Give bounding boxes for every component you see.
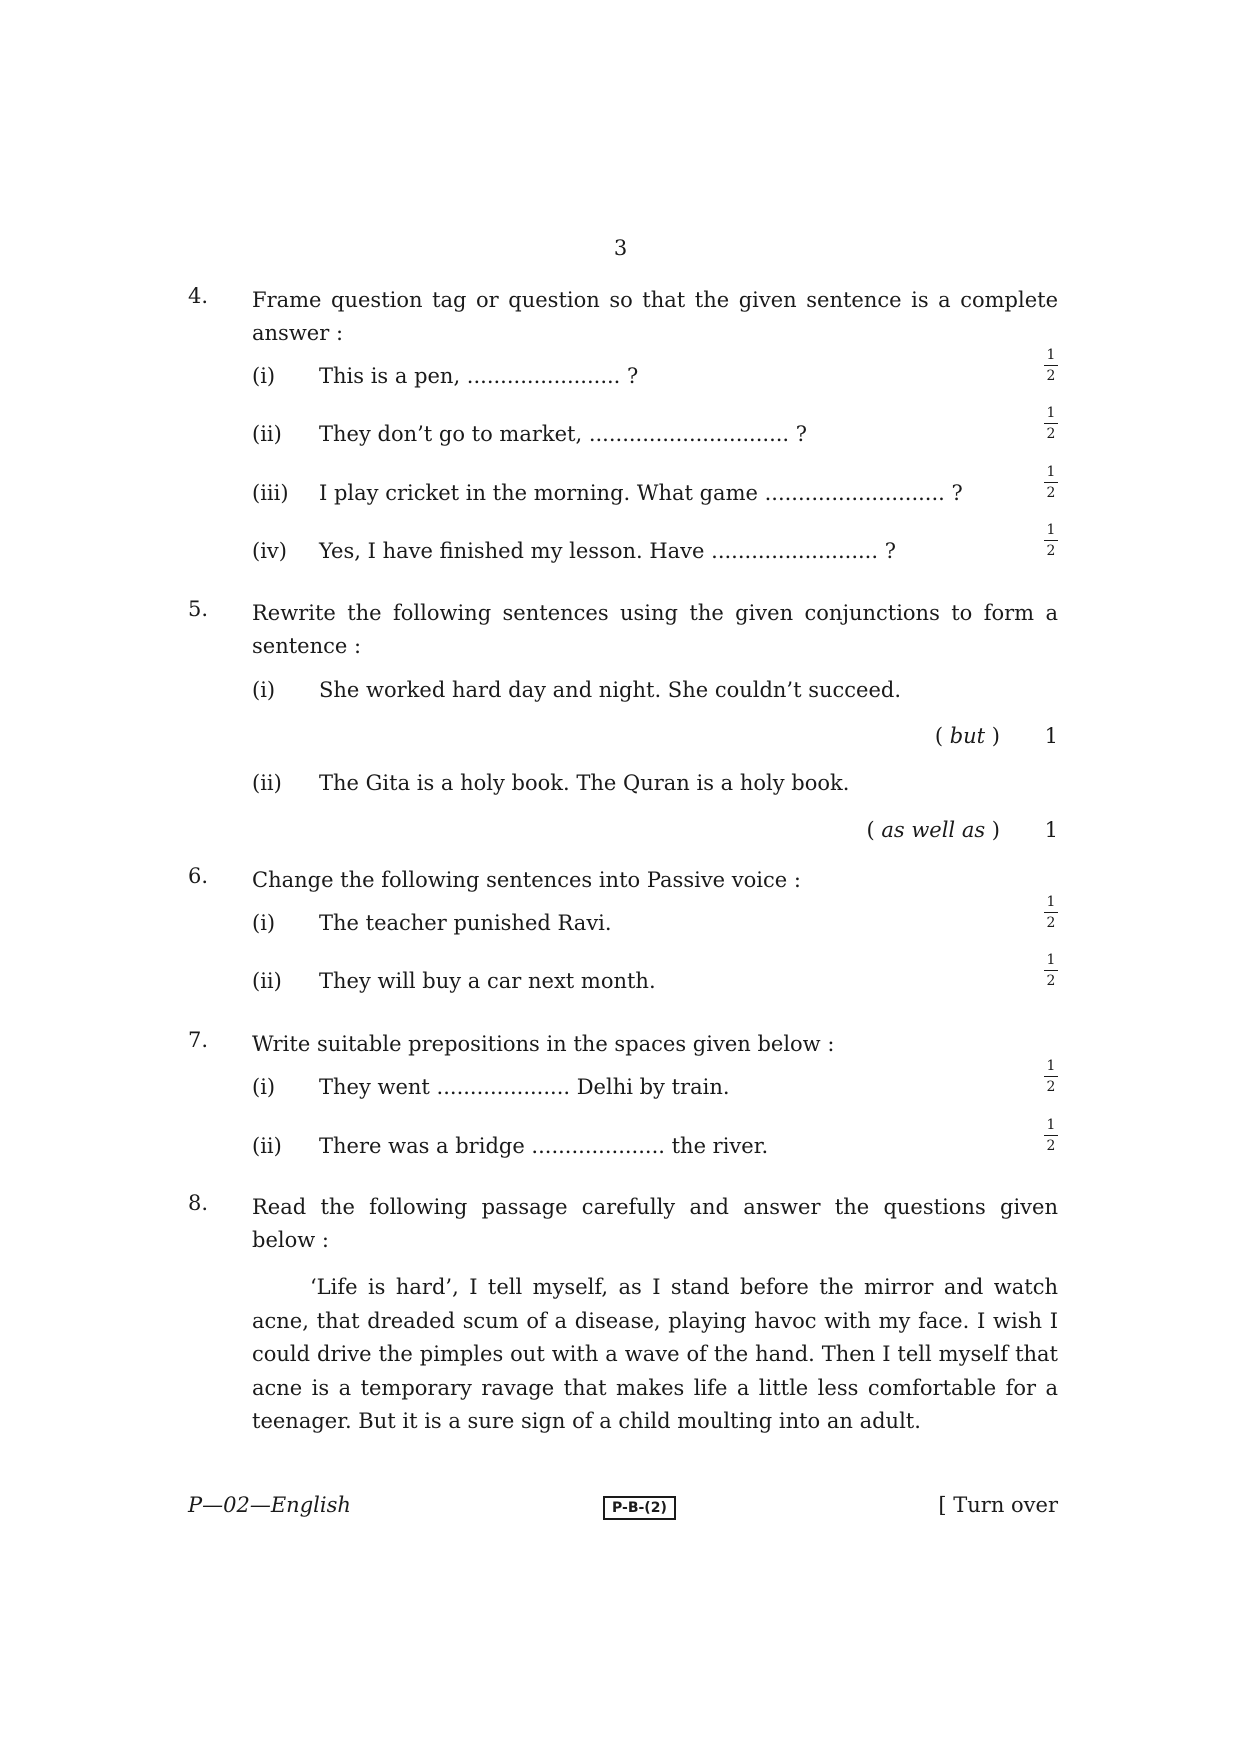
item-label: (i) bbox=[252, 1075, 276, 1099]
mark-denominator: 2 bbox=[1046, 543, 1056, 559]
mark-numerator: 1 bbox=[1044, 522, 1058, 541]
question-item bbox=[188, 522, 1058, 573]
mark-denominator: 2 bbox=[1046, 368, 1056, 384]
question-number: 7. bbox=[188, 1028, 209, 1052]
mark-numerator: 1 bbox=[1044, 952, 1058, 971]
item-text: She worked hard day and night. She couldn’t succeed. bbox=[319, 678, 902, 702]
question-prompt: Write suitable prepositions in the spaces given below : bbox=[252, 1032, 835, 1056]
conjunction-word: as well as bbox=[881, 818, 986, 842]
item-label: (ii) bbox=[252, 422, 282, 446]
mark-numerator: 1 bbox=[1044, 405, 1058, 424]
question-prompt: Change the following sentences into Passive voice : bbox=[252, 868, 801, 892]
mark-fraction bbox=[1044, 952, 1058, 989]
item-label: (i) bbox=[252, 911, 276, 935]
mark-fraction bbox=[1044, 347, 1058, 384]
page-number: 3 bbox=[613, 236, 628, 260]
mark-fraction bbox=[1044, 405, 1058, 442]
mark-numerator: 1 bbox=[1044, 464, 1058, 483]
item-label: (ii) bbox=[252, 1134, 282, 1158]
mark-numerator: 1 bbox=[1044, 1058, 1058, 1077]
mark-fraction bbox=[1044, 464, 1058, 501]
mark-fraction bbox=[1044, 894, 1058, 931]
turn-over-label: [ Turn over bbox=[938, 1493, 1058, 1517]
item-text: I play cricket in the morning. What game ........................... ? bbox=[319, 481, 963, 505]
question-number: 5. bbox=[188, 597, 209, 621]
item-mark: 1 bbox=[1044, 818, 1058, 842]
mark-numerator: 1 bbox=[1044, 894, 1058, 913]
item-text: The teacher punished Ravi. bbox=[319, 911, 612, 935]
item-label: (i) bbox=[252, 678, 276, 702]
mark-denominator: 2 bbox=[1046, 485, 1056, 501]
item-text: They will buy a car next month. bbox=[319, 969, 656, 993]
mark-fraction bbox=[1044, 1117, 1058, 1154]
mark-denominator: 2 bbox=[1046, 915, 1056, 931]
mark-fraction bbox=[1044, 522, 1058, 559]
reading-passage: ‘Life is hard’, I tell myself, as I stand before the mirror and watch acne, that dreaded scum of a disease, playing havoc with my face. I wish I could drive the pimples out with a wave of the hand. Then I tell myself that acne is a temporary ravage that makes life a little less comfortable for a teenager. But it is a sure sign of a child moulting into an adult. bbox=[252, 1275, 1058, 1434]
mark-fraction bbox=[1044, 1058, 1058, 1095]
item-mark: 1 bbox=[1044, 724, 1058, 748]
question-item bbox=[188, 894, 1058, 945]
conjunction-word: but bbox=[949, 724, 986, 748]
item-text: They went .................... Delhi by train. bbox=[319, 1075, 730, 1099]
footer-box-code: P-B-(2) bbox=[603, 1496, 676, 1520]
mark-denominator: 2 bbox=[1046, 1079, 1056, 1095]
item-text: There was a bridge .................... the river. bbox=[319, 1134, 769, 1158]
question-prompt: Read the following passage carefully and answer the questions given below : bbox=[252, 1195, 1058, 1252]
item-label: (ii) bbox=[252, 771, 282, 795]
question-number: 6. bbox=[188, 864, 209, 888]
footer-paper-code: P—02—English bbox=[188, 1493, 351, 1517]
item-label: (iv) bbox=[252, 539, 287, 563]
question-item bbox=[188, 1058, 1058, 1109]
question-item bbox=[188, 952, 1058, 1003]
mark-denominator: 2 bbox=[1046, 973, 1056, 989]
question-number: 4. bbox=[188, 284, 209, 308]
question-item bbox=[188, 464, 1058, 515]
mark-denominator: 2 bbox=[1046, 1138, 1056, 1154]
item-label: (i) bbox=[252, 364, 276, 388]
question-item bbox=[188, 1117, 1058, 1168]
conjunction-cue: ( as well as ) bbox=[866, 818, 1000, 842]
item-text: Yes, I have finished my lesson. Have ......................... ? bbox=[319, 539, 896, 563]
question-item bbox=[188, 405, 1058, 456]
item-text: They don’t go to market, .............................. ? bbox=[319, 422, 808, 446]
question-prompt: Rewrite the following sentences using the given conjunctions to form a sentence : bbox=[252, 601, 1058, 658]
question-item bbox=[188, 771, 1058, 805]
question-item bbox=[188, 678, 1058, 712]
conjunction-cue-row bbox=[188, 724, 1058, 758]
item-text: The Gita is a holy book. The Quran is a holy book. bbox=[319, 771, 850, 795]
conjunction-cue-row bbox=[188, 818, 1058, 852]
question-number: 8. bbox=[188, 1191, 209, 1215]
item-label: (ii) bbox=[252, 969, 282, 993]
mark-numerator: 1 bbox=[1044, 347, 1058, 366]
item-text: This is a pen, ....................... ? bbox=[319, 364, 639, 388]
question-item bbox=[188, 347, 1058, 398]
conjunction-cue: ( but ) bbox=[934, 724, 1000, 748]
mark-numerator: 1 bbox=[1044, 1117, 1058, 1136]
question-prompt: Frame question tag or question so that the given sentence is a complete answer : bbox=[252, 288, 1058, 345]
item-label: (iii) bbox=[252, 481, 289, 505]
mark-denominator: 2 bbox=[1046, 426, 1056, 442]
